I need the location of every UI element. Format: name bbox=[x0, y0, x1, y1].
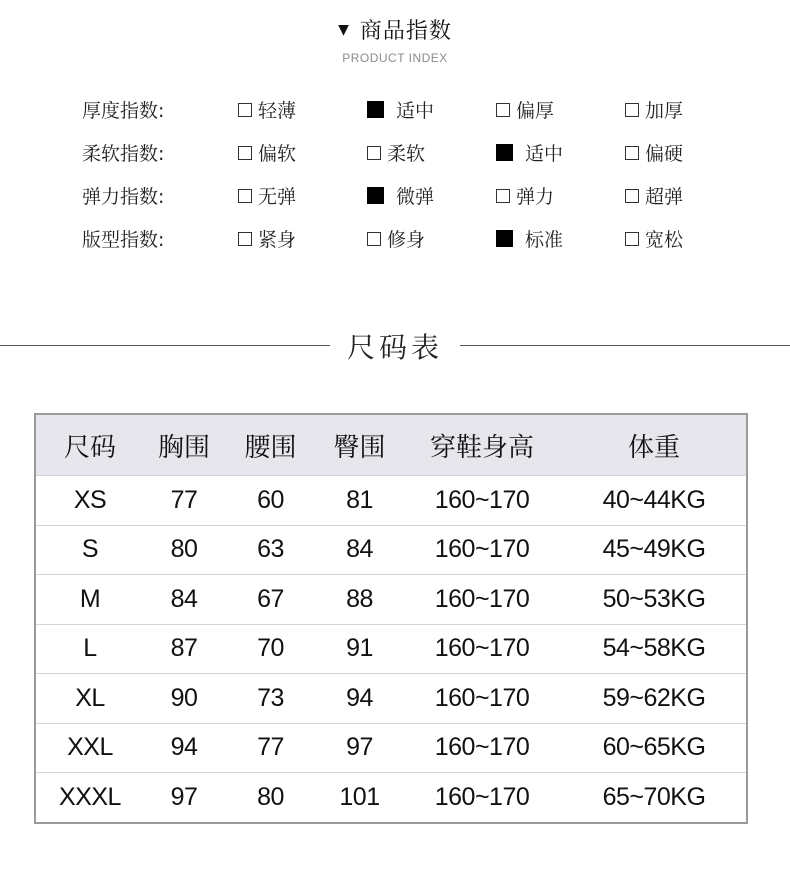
column-header: 体重 bbox=[627, 432, 680, 463]
index-option-label: 偏厚 bbox=[516, 100, 555, 122]
index-option bbox=[496, 139, 625, 166]
table-cell: 80 bbox=[170, 535, 198, 564]
index-option bbox=[367, 182, 496, 209]
index-option-label: 偏硬 bbox=[645, 143, 684, 165]
index-option bbox=[496, 182, 625, 209]
table-cell: XL bbox=[75, 683, 105, 712]
index-row bbox=[82, 217, 754, 260]
index-row-label: 厚度指数: bbox=[82, 100, 165, 122]
table-cell: 77 bbox=[170, 485, 198, 514]
table-cell: 97 bbox=[346, 733, 373, 762]
column-header: 穿鞋身高 bbox=[429, 432, 534, 463]
index-option bbox=[367, 96, 496, 123]
index-option-label: 轻薄 bbox=[258, 100, 297, 122]
size-table-header bbox=[36, 415, 746, 475]
index-option-label: 偏软 bbox=[258, 143, 297, 165]
unchecked-box-icon bbox=[238, 232, 252, 246]
index-option-label: 修身 bbox=[387, 229, 426, 251]
unchecked-box-icon bbox=[367, 232, 381, 246]
table-cell: 67 bbox=[257, 584, 284, 613]
table-row bbox=[36, 673, 746, 723]
index-option bbox=[496, 225, 625, 252]
unchecked-box-icon bbox=[625, 232, 639, 246]
table-cell: 50~53KG bbox=[602, 584, 706, 613]
table-cell: 160~170 bbox=[434, 485, 530, 514]
table-cell: 73 bbox=[257, 683, 284, 712]
index-row bbox=[82, 174, 754, 217]
index-option-label: 紧身 bbox=[258, 229, 297, 251]
table-row bbox=[36, 475, 746, 525]
table-row bbox=[36, 624, 746, 674]
table-cell: 54~58KG bbox=[602, 634, 706, 663]
table-cell: 81 bbox=[346, 485, 373, 514]
product-index-title bbox=[338, 14, 452, 45]
column-header: 腰围 bbox=[244, 432, 297, 463]
index-option-label: 微弹 bbox=[396, 186, 435, 208]
table-cell: 40~44KG bbox=[602, 485, 706, 514]
index-option-label: 无弹 bbox=[258, 186, 297, 208]
index-option-label: 柔软 bbox=[387, 143, 426, 165]
unchecked-box-icon bbox=[625, 103, 639, 117]
table-cell: 94 bbox=[346, 683, 373, 712]
unchecked-box-icon bbox=[367, 146, 381, 160]
table-cell: 80 bbox=[257, 782, 284, 811]
table-cell: 45~49KG bbox=[602, 535, 706, 564]
table-cell: 160~170 bbox=[434, 683, 530, 712]
table-cell: 60~65KG bbox=[602, 733, 706, 762]
index-option-label: 弹力 bbox=[516, 186, 555, 208]
index-row-label: 版型指数: bbox=[82, 229, 165, 251]
index-row-label: 弹力指数: bbox=[82, 186, 165, 208]
table-cell: 160~170 bbox=[434, 782, 530, 811]
index-option bbox=[238, 139, 367, 166]
index-option bbox=[238, 225, 367, 252]
index-option bbox=[367, 225, 496, 252]
index-option bbox=[625, 182, 754, 209]
triangle-down-icon: ▼ bbox=[338, 21, 350, 38]
index-option-label: 适中 bbox=[396, 100, 435, 122]
unchecked-box-icon bbox=[238, 189, 252, 203]
index-row bbox=[82, 131, 754, 174]
table-cell: 91 bbox=[346, 634, 373, 663]
index-option-label: 标准 bbox=[525, 229, 564, 251]
table-row bbox=[36, 525, 746, 575]
table-cell: M bbox=[79, 584, 101, 613]
column-header: 臀围 bbox=[333, 432, 386, 463]
index-option bbox=[367, 139, 496, 166]
table-cell: 101 bbox=[339, 782, 380, 811]
unchecked-box-icon bbox=[238, 146, 252, 160]
index-option bbox=[625, 225, 754, 252]
checked-box-icon bbox=[496, 230, 513, 247]
checked-box-icon bbox=[367, 187, 384, 204]
index-option-label: 加厚 bbox=[645, 100, 684, 122]
product-index-list bbox=[82, 88, 754, 260]
table-cell: 160~170 bbox=[434, 584, 530, 613]
table-cell: 84 bbox=[170, 584, 198, 613]
column-header: 尺码 bbox=[63, 432, 116, 463]
table-cell: 70 bbox=[257, 634, 284, 663]
table-cell: 60 bbox=[257, 485, 284, 514]
heading-divider-right bbox=[460, 345, 790, 346]
unchecked-box-icon bbox=[625, 189, 639, 203]
table-cell: 94 bbox=[170, 733, 198, 762]
table-cell: 97 bbox=[170, 782, 198, 811]
index-option bbox=[238, 96, 367, 123]
index-option bbox=[238, 182, 367, 209]
table-cell: XXXL bbox=[59, 782, 121, 811]
table-cell: 59~62KG bbox=[602, 683, 706, 712]
checked-box-icon bbox=[496, 144, 513, 161]
index-row-label: 柔软指数: bbox=[82, 143, 165, 165]
table-cell: 160~170 bbox=[434, 634, 530, 663]
table-cell: 87 bbox=[170, 634, 198, 663]
unchecked-box-icon bbox=[625, 146, 639, 160]
index-option-label: 超弹 bbox=[645, 186, 684, 208]
table-row bbox=[36, 772, 746, 822]
table-cell: 160~170 bbox=[434, 733, 530, 762]
unchecked-box-icon bbox=[496, 103, 510, 117]
index-option-label: 宽松 bbox=[645, 229, 684, 251]
table-cell: 90 bbox=[170, 683, 198, 712]
index-option bbox=[625, 139, 754, 166]
table-cell: 88 bbox=[346, 584, 373, 613]
index-option-label: 适中 bbox=[525, 143, 564, 165]
size-chart-heading bbox=[0, 326, 790, 366]
product-index-title-text: 商品指数 bbox=[359, 19, 452, 44]
table-cell: 160~170 bbox=[434, 535, 530, 564]
product-index-header bbox=[0, 14, 790, 65]
table-cell: S bbox=[81, 535, 99, 564]
size-chart-table bbox=[34, 413, 748, 824]
column-header: 胸围 bbox=[157, 432, 210, 463]
heading-divider-left bbox=[0, 345, 330, 346]
size-chart-title: 尺码表 bbox=[346, 331, 443, 364]
table-row bbox=[36, 723, 746, 773]
table-cell: 63 bbox=[257, 535, 284, 564]
product-index-subtitle: PRODUCT INDEX bbox=[342, 51, 448, 65]
unchecked-box-icon bbox=[496, 189, 510, 203]
table-cell: XXL bbox=[67, 733, 113, 762]
table-cell: 65~70KG bbox=[602, 782, 706, 811]
table-cell: 84 bbox=[346, 535, 373, 564]
unchecked-box-icon bbox=[238, 103, 252, 117]
index-option bbox=[625, 96, 754, 123]
table-cell: 77 bbox=[257, 733, 284, 762]
table-cell: L bbox=[83, 634, 97, 663]
index-row bbox=[82, 88, 754, 131]
index-option bbox=[496, 96, 625, 123]
table-cell: XS bbox=[73, 485, 107, 514]
table-row bbox=[36, 574, 746, 624]
checked-box-icon bbox=[367, 101, 384, 118]
